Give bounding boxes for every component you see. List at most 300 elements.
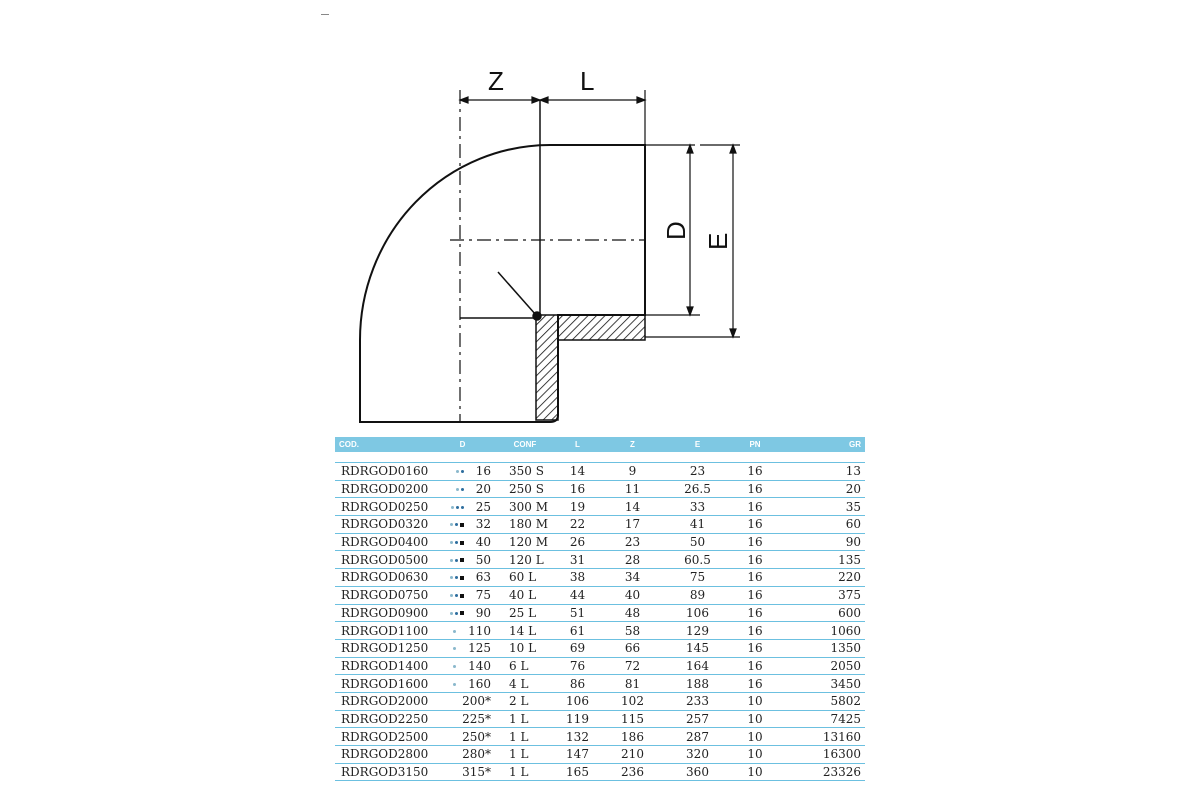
cell-z [600, 480, 665, 498]
cell-gr [780, 480, 865, 498]
cell-text: RDRGOD0250 [341, 499, 429, 514]
cell-l [555, 516, 600, 534]
cell-cod [335, 692, 430, 710]
cell-text: 41 [689, 517, 706, 532]
cell-text: 16 [747, 676, 763, 691]
cell-text: 16 [747, 588, 763, 603]
cell-qty [495, 533, 555, 551]
cell-text: RDRGOD0160 [341, 464, 429, 479]
table-row [335, 746, 865, 764]
cell-d [430, 569, 495, 587]
cell-pn [730, 533, 780, 551]
cell-e [665, 657, 730, 675]
cell-text: 58 [624, 623, 641, 638]
cell-text: 66 [624, 641, 641, 656]
cell-gr [780, 622, 865, 640]
table-row [335, 463, 865, 481]
availability-mark-icon [450, 594, 453, 597]
cell-e [665, 675, 730, 693]
cell-z [600, 586, 665, 604]
cell-text: RDRGOD3150 [341, 765, 429, 780]
cell-text: 23 [689, 464, 706, 479]
availability-mark-icon [453, 647, 456, 650]
table-row [335, 692, 865, 710]
header-pn: PN [749, 440, 761, 449]
cell-e [665, 639, 730, 657]
cell-text: 4 L [509, 676, 529, 691]
cell-text: 75 [475, 588, 491, 603]
availability-mark-icon [460, 541, 464, 545]
cell-text: 16 [747, 499, 763, 514]
cell-qty [495, 657, 555, 675]
cell-text: 16 [747, 623, 763, 638]
cell-cod [335, 533, 430, 551]
cell-text: 106 [686, 605, 709, 620]
table-row [335, 551, 865, 569]
cell-l [555, 710, 600, 728]
cell-text: 20 [845, 482, 861, 497]
header-qty: CONF [513, 440, 537, 449]
cell-pn [730, 586, 780, 604]
elbow-outline [360, 145, 645, 422]
inner-lines [460, 100, 541, 320]
cell-text: 360 [686, 765, 709, 780]
cell-qty [495, 516, 555, 534]
cell-e [665, 569, 730, 587]
cell-z [600, 604, 665, 622]
cell-text: 120 M [509, 535, 549, 550]
cell-text: 2050 [830, 658, 861, 673]
cell-e [665, 746, 730, 764]
cell-text: 3450 [830, 676, 861, 691]
availability-mark-icon [460, 611, 464, 615]
cell-text: RDRGOD0750 [341, 588, 429, 603]
cell-text: 25 L [509, 605, 537, 620]
cell-text: 132 [566, 729, 589, 744]
cell-z [600, 692, 665, 710]
cell-e [665, 463, 730, 481]
cell-l [555, 675, 600, 693]
cell-gr [780, 746, 865, 764]
cell-text: 25 [475, 499, 491, 514]
cell-cod [335, 480, 430, 498]
cell-text: 16 [747, 570, 763, 585]
cell-text: 233 [686, 694, 709, 709]
cell-z [600, 533, 665, 551]
cell-text: 200* [462, 694, 491, 709]
availability-mark-icon [450, 559, 453, 562]
cell-text: 110 [468, 623, 491, 638]
cell-text: 32 [475, 517, 491, 532]
cell-text: 160 [468, 676, 491, 691]
cell-l [555, 639, 600, 657]
cell-qty [495, 498, 555, 516]
cell-text: 7425 [830, 711, 861, 726]
cell-qty [495, 551, 555, 569]
cell-d [430, 622, 495, 640]
cell-text: 16 [747, 658, 763, 673]
cell-gr [780, 657, 865, 675]
cell-qty [495, 604, 555, 622]
cell-text: 60 [845, 517, 861, 532]
cell-text: 33 [689, 499, 706, 514]
cell-d [430, 728, 495, 746]
cell-text: 1 L [509, 711, 529, 726]
availability-marks [450, 570, 466, 584]
cell-text: 40 L [509, 588, 537, 603]
cell-text: 102 [621, 694, 644, 709]
table-row [335, 728, 865, 746]
cell-qty [495, 586, 555, 604]
cell-e [665, 692, 730, 710]
cell-text: 115 [621, 711, 644, 726]
availability-mark-icon [461, 470, 464, 473]
availability-marks [450, 606, 466, 620]
cell-text: 140 [468, 658, 491, 673]
cell-l [555, 533, 600, 551]
table-row [335, 480, 865, 498]
cell-text: 1 L [509, 729, 529, 744]
availability-mark-icon [455, 576, 458, 579]
cell-pn [730, 675, 780, 693]
cell-gr [780, 763, 865, 781]
cell-text: 16 [475, 464, 491, 479]
cell-text: 23 [624, 535, 641, 550]
cell-text: RDRGOD2000 [341, 694, 429, 709]
availability-marks [450, 588, 466, 602]
cell-cod [335, 710, 430, 728]
cell-e [665, 710, 730, 728]
cell-gr [780, 551, 865, 569]
cell-z [600, 657, 665, 675]
cell-pn [730, 480, 780, 498]
cell-text: 14 L [509, 623, 537, 638]
cell-text: 14 [569, 464, 586, 479]
cell-text: 125 [468, 641, 491, 656]
availability-mark-icon [453, 630, 456, 633]
availability-marks [453, 624, 458, 638]
availability-mark-icon [456, 470, 459, 473]
cell-z [600, 569, 665, 587]
cell-text: RDRGOD1600 [341, 676, 429, 691]
cell-d [430, 604, 495, 622]
dimension-label-e: E [703, 232, 733, 250]
cell-z [600, 463, 665, 481]
table-row [335, 586, 865, 604]
availability-marks [456, 464, 466, 478]
availability-marks [450, 553, 466, 567]
availability-mark-icon [460, 594, 464, 598]
spec-table [335, 437, 865, 781]
cell-text: 22 [569, 517, 586, 532]
cell-text: 86 [569, 676, 586, 691]
cell-qty [495, 675, 555, 693]
availability-mark-icon [453, 665, 456, 668]
cell-gr [780, 604, 865, 622]
cell-e [665, 551, 730, 569]
cell-pn [730, 604, 780, 622]
cell-l [555, 604, 600, 622]
elbow-section-hatch [536, 315, 645, 420]
cell-l [555, 569, 600, 587]
cell-d [430, 692, 495, 710]
cell-text: 23326 [822, 765, 861, 780]
cell-e [665, 516, 730, 534]
table-row [335, 763, 865, 781]
availability-mark-icon [450, 576, 453, 579]
cell-l [555, 622, 600, 640]
cell-e [665, 604, 730, 622]
cell-text: 10 [747, 694, 763, 709]
cell-qty [495, 692, 555, 710]
cell-d [430, 551, 495, 569]
cell-cod [335, 746, 430, 764]
cell-text: 60.5 [684, 552, 711, 567]
cell-text: RDRGOD0400 [341, 535, 429, 550]
cell-text: 51 [569, 605, 586, 620]
cell-pn [730, 710, 780, 728]
cell-text: 50 [475, 552, 491, 567]
cell-z [600, 498, 665, 516]
availability-mark-icon [460, 523, 464, 527]
cell-qty [495, 622, 555, 640]
table-row [335, 710, 865, 728]
cell-cod [335, 763, 430, 781]
cell-text: 16 [747, 641, 763, 656]
cell-pn [730, 622, 780, 640]
availability-mark-icon [460, 576, 464, 580]
elbow-technical-drawing [300, 60, 800, 440]
cell-cod [335, 586, 430, 604]
cell-text: 600 [838, 605, 861, 620]
cell-text: 10 [747, 747, 763, 762]
cell-text: RDRGOD0500 [341, 552, 429, 567]
cell-l [555, 498, 600, 516]
cell-text: 10 L [509, 641, 537, 656]
cell-text: 1 L [509, 765, 529, 780]
cell-pn [730, 498, 780, 516]
cell-text: 63 [475, 570, 491, 585]
cell-l [555, 692, 600, 710]
cell-text: 16 [747, 517, 763, 532]
cell-text: 69 [569, 641, 586, 656]
table-row [335, 498, 865, 516]
availability-mark-icon [455, 541, 458, 544]
cell-z [600, 728, 665, 746]
cell-text: 5802 [830, 694, 861, 709]
cell-pn [730, 463, 780, 481]
availability-mark-icon [450, 523, 453, 526]
cell-text: RDRGOD0200 [341, 482, 429, 497]
cell-z [600, 516, 665, 534]
availability-marks [450, 535, 466, 549]
cell-gr [780, 516, 865, 534]
table-row [335, 639, 865, 657]
cell-text: RDRGOD2500 [341, 729, 429, 744]
cell-text: 10 [747, 711, 763, 726]
availability-mark-icon [450, 541, 453, 544]
cell-l [555, 480, 600, 498]
cell-l [555, 463, 600, 481]
cell-text: 34 [624, 570, 641, 585]
cell-qty [495, 728, 555, 746]
cell-text: 1350 [830, 641, 861, 656]
cell-text: 13 [845, 464, 861, 479]
cell-pn [730, 763, 780, 781]
cell-text: RDRGOD2250 [341, 711, 429, 726]
cell-text: 250* [462, 729, 491, 744]
cell-text: RDRGOD0630 [341, 570, 429, 585]
cell-text: 186 [621, 729, 644, 744]
cell-text: 90 [475, 605, 491, 620]
cell-text: 180 M [509, 517, 549, 532]
cell-text: 135 [838, 552, 861, 567]
cell-text: 28 [624, 552, 641, 567]
cell-text: 120 L [509, 552, 544, 567]
cell-text: 75 [689, 570, 706, 585]
header-cod: COD. [339, 440, 359, 449]
cell-gr [780, 639, 865, 657]
cell-text: 129 [686, 623, 709, 638]
cell-l [555, 728, 600, 746]
cell-d [430, 498, 495, 516]
cell-text: 119 [566, 711, 589, 726]
availability-mark-icon [456, 488, 459, 491]
cell-text: 72 [624, 658, 641, 673]
cell-z [600, 675, 665, 693]
cell-cod [335, 639, 430, 657]
cell-text: 16300 [822, 747, 861, 762]
cell-text: 31 [569, 552, 586, 567]
availability-mark-icon [461, 488, 464, 491]
cell-d [430, 463, 495, 481]
stray-mark [321, 14, 329, 15]
cell-cod [335, 675, 430, 693]
cell-text: 81 [624, 676, 641, 691]
cell-text: 210 [621, 747, 644, 762]
table-row [335, 569, 865, 587]
cell-text: 19 [569, 499, 586, 514]
cell-d [430, 516, 495, 534]
table-row [335, 533, 865, 551]
availability-marks [453, 659, 458, 673]
cell-e [665, 622, 730, 640]
cell-gr [780, 728, 865, 746]
cell-cod [335, 604, 430, 622]
availability-mark-icon [451, 506, 454, 509]
table-row [335, 516, 865, 534]
cell-d [430, 586, 495, 604]
dimension-label-d: D [661, 221, 691, 240]
table-row [335, 657, 865, 675]
cell-text: 16 [747, 552, 763, 567]
cell-text: 145 [686, 641, 709, 656]
cell-e [665, 480, 730, 498]
cell-z [600, 639, 665, 657]
cell-text: 320 [686, 747, 709, 762]
cell-d [430, 710, 495, 728]
cell-gr [780, 463, 865, 481]
cell-d [430, 675, 495, 693]
cell-l [555, 657, 600, 675]
cell-text: 106 [566, 694, 589, 709]
cell-cod [335, 569, 430, 587]
cell-pn [730, 728, 780, 746]
cell-text: 14 [624, 499, 641, 514]
cell-pn [730, 551, 780, 569]
cell-d [430, 480, 495, 498]
cell-text: 1060 [830, 623, 861, 638]
cell-gr [780, 710, 865, 728]
cell-text: 61 [569, 623, 586, 638]
availability-marks [453, 641, 458, 655]
cell-text: 11 [624, 482, 641, 497]
availability-mark-icon [460, 558, 464, 562]
header-d: D [459, 440, 466, 449]
cell-qty [495, 710, 555, 728]
cell-d [430, 657, 495, 675]
cell-text: 76 [569, 658, 586, 673]
cell-pn [730, 746, 780, 764]
cell-d [430, 639, 495, 657]
cell-text: RDRGOD1100 [341, 623, 429, 638]
availability-marks [453, 677, 458, 691]
cell-cod [335, 622, 430, 640]
availability-mark-icon [455, 559, 458, 562]
cell-text: 16 [747, 605, 763, 620]
cell-text: 188 [686, 676, 709, 691]
cell-text: 48 [624, 605, 641, 620]
cell-cod [335, 728, 430, 746]
cell-text: 89 [689, 588, 706, 603]
cell-qty [495, 746, 555, 764]
cell-text: 16 [747, 482, 763, 497]
cell-text: 350 S [509, 464, 544, 479]
cell-text: 236 [621, 765, 644, 780]
availability-mark-icon [455, 523, 458, 526]
cell-gr [780, 675, 865, 693]
cell-cod [335, 657, 430, 675]
cell-e [665, 763, 730, 781]
cell-text: 2 L [509, 694, 529, 709]
cell-text: 26.5 [684, 482, 711, 497]
availability-mark-icon [461, 506, 464, 509]
cell-pn [730, 639, 780, 657]
cell-cod [335, 516, 430, 534]
cell-cod [335, 463, 430, 481]
cell-z [600, 710, 665, 728]
header-gr: GR [849, 440, 861, 449]
cell-d [430, 533, 495, 551]
cell-text: 17 [624, 517, 641, 532]
cell-cod [335, 498, 430, 516]
cell-pn [730, 657, 780, 675]
cell-e [665, 728, 730, 746]
cell-text: 225* [462, 711, 491, 726]
cell-text: 13160 [822, 729, 861, 744]
cell-text: 165 [566, 765, 589, 780]
table-row [335, 622, 865, 640]
dimension-label-z: Z [488, 66, 504, 96]
cell-e [665, 586, 730, 604]
cell-gr [780, 569, 865, 587]
cell-e [665, 498, 730, 516]
cell-text: 16 [569, 482, 586, 497]
availability-marks [456, 482, 466, 496]
cell-text: 6 L [509, 658, 529, 673]
cell-qty [495, 639, 555, 657]
dimension-lines [460, 90, 740, 337]
